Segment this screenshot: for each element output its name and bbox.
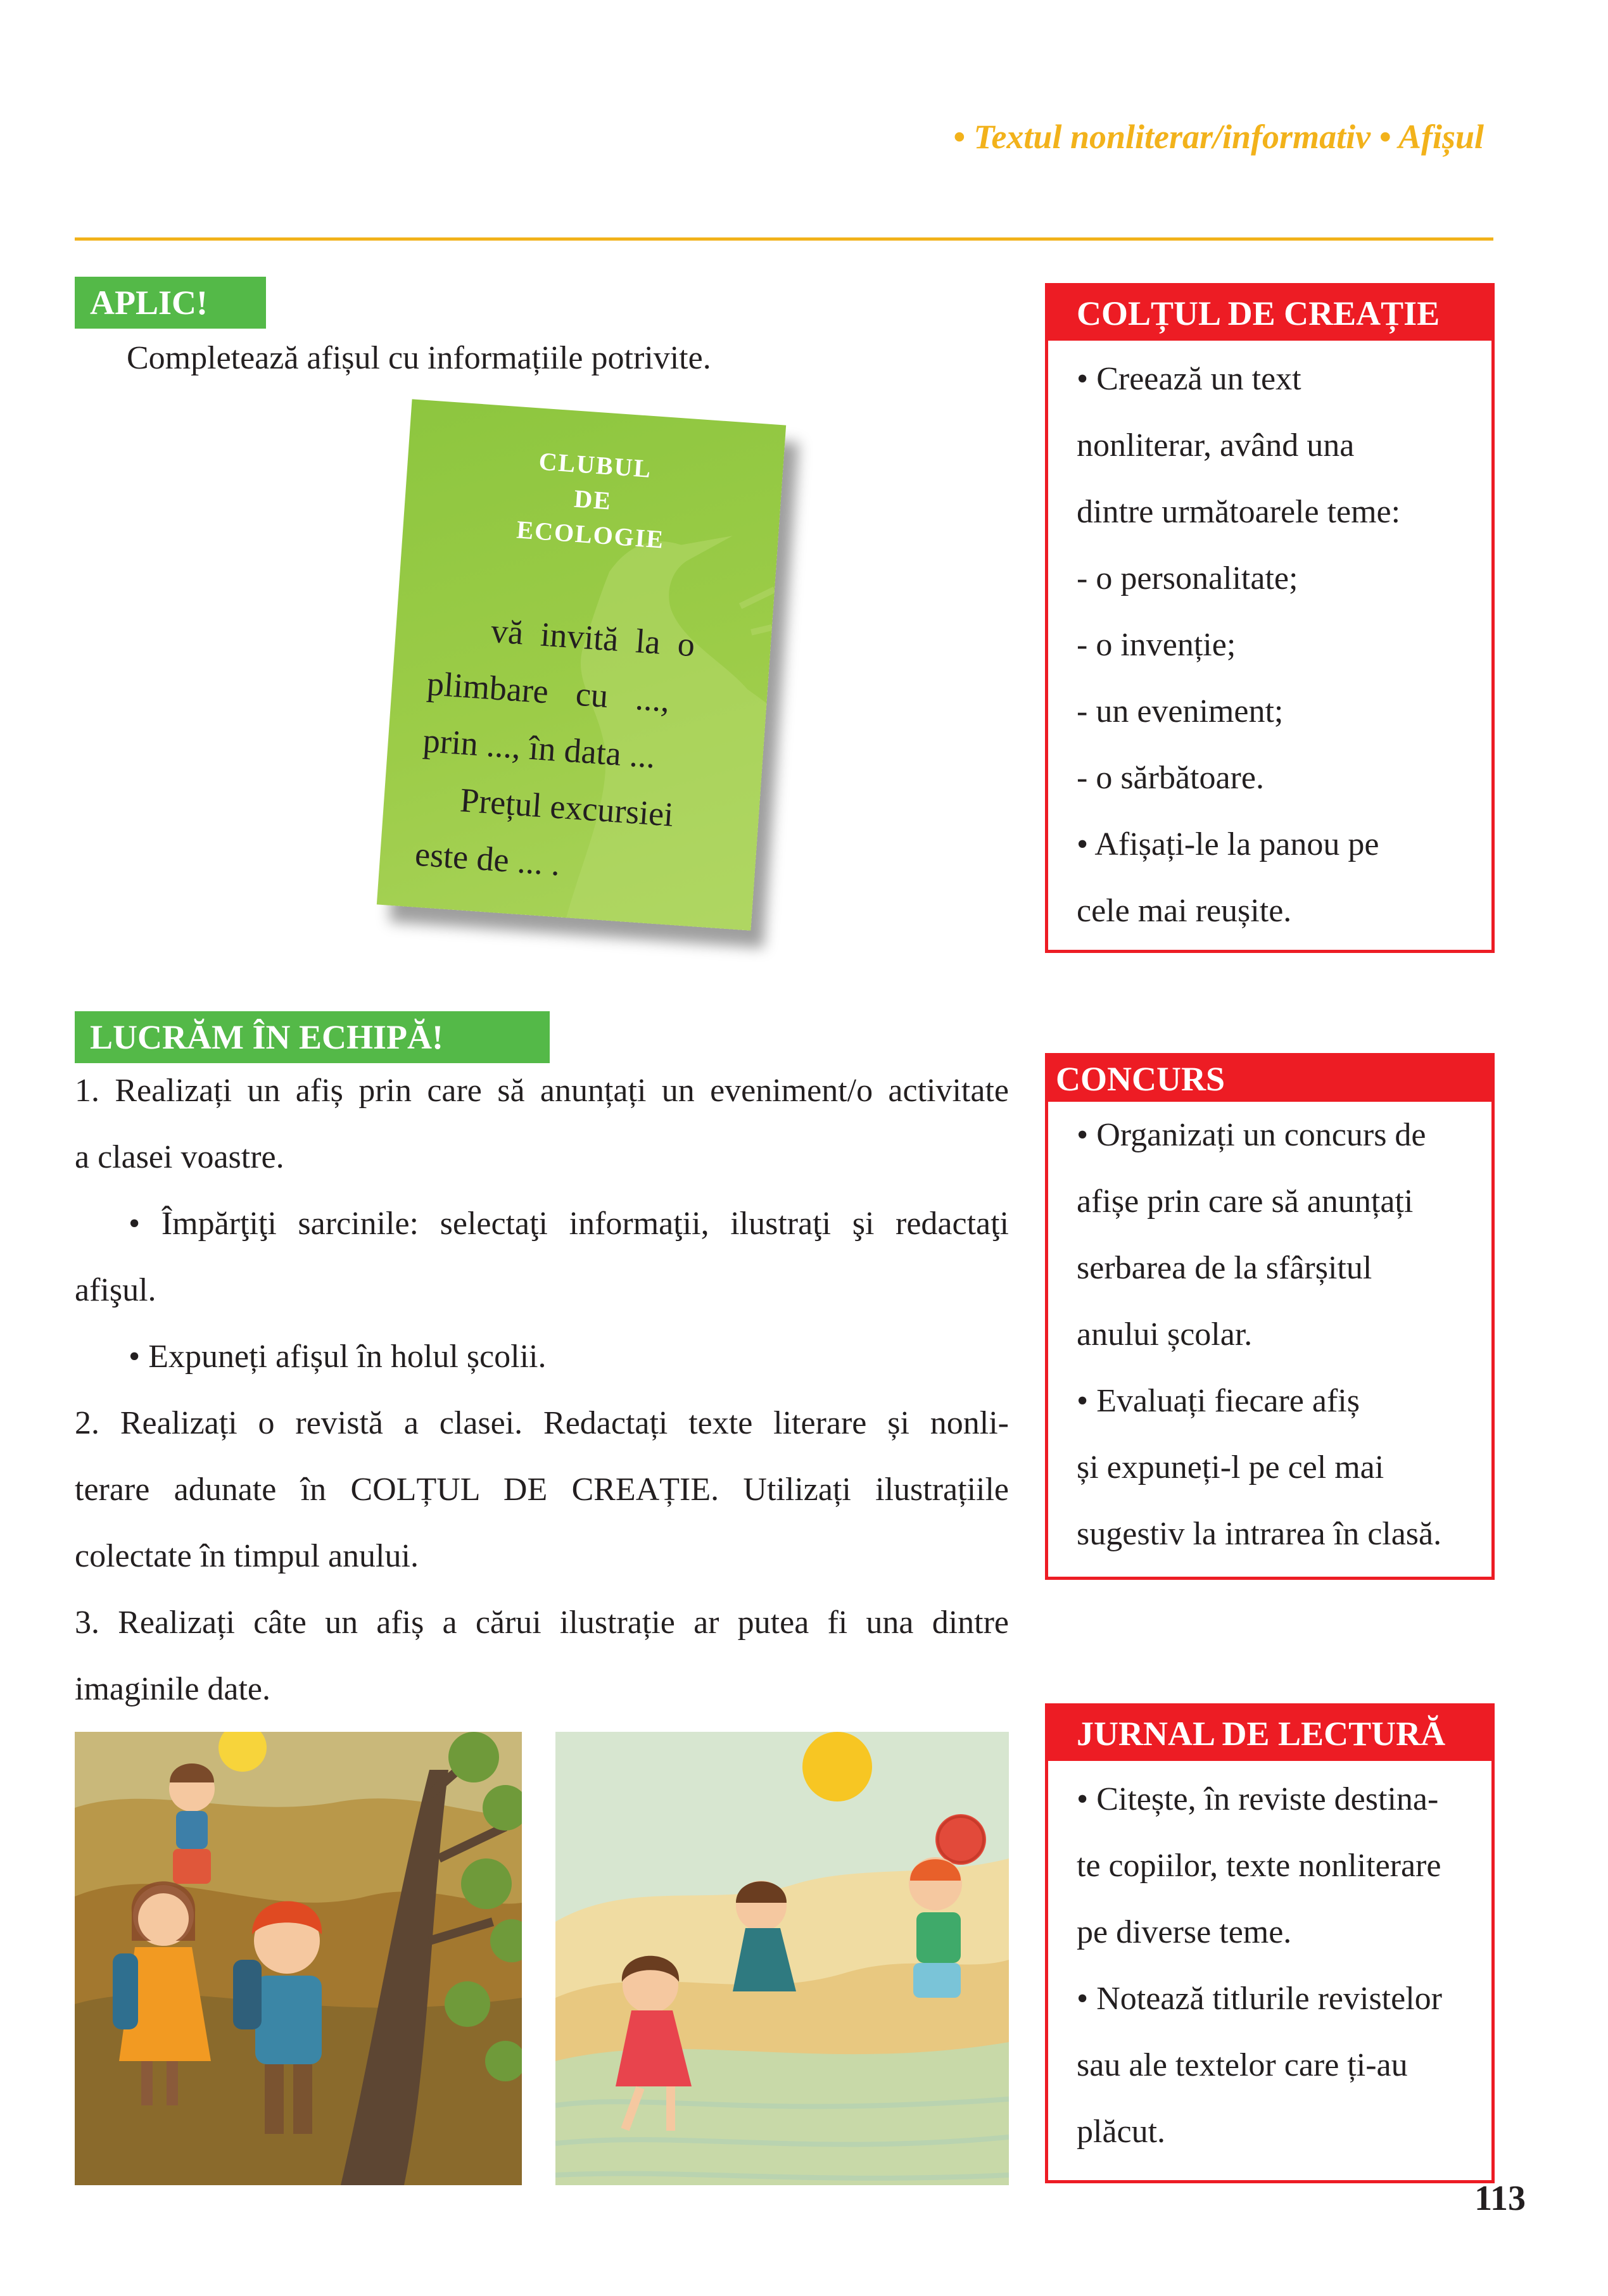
lucram-line-5: • Expuneți afișul în holul școlii. <box>129 1339 547 1375</box>
lucram-line-3: • Împărţiţi sarcinile: selectaţi informaţii, ilustraţi şi redactaţi <box>129 1206 1009 1242</box>
jurnal-line-5: sau ale textelor care ți-au <box>1077 2047 1408 2083</box>
running-head: • Textul nonliterar/informativ • Afișul <box>953 118 1484 156</box>
lucram-line-6: 2. Realizați o revistă a clasei. Redactați texte literare și nonli- <box>75 1405 1009 1441</box>
coltul-line-1: • Creează un text <box>1077 361 1301 397</box>
coltul-line-3: dintre următoarele teme: <box>1077 494 1401 530</box>
poster-line-5: este de ... . <box>414 835 562 883</box>
coltul-title: COLȚUL DE CREAȚIE <box>1048 286 1491 341</box>
concurs-line-4: anului școlar. <box>1077 1316 1253 1353</box>
concurs-box <box>1045 1053 1495 1580</box>
lucram-line-10: imaginile date. <box>75 1671 271 1707</box>
coltul-line-9: cele mai reușite. <box>1077 893 1292 929</box>
aplic-tag: APLIC! <box>75 277 266 329</box>
lucram-line-7: terare adunate în COLȚUL DE CREAȚIE. Utilizați ilustrațiile <box>75 1472 1009 1508</box>
lucram-line-8: colectate în timpul anului. <box>75 1538 419 1574</box>
coltul-line-2: nonliterar, având una <box>1077 427 1355 464</box>
lucram-line-1: 1. Realizați un afiș prin care să anunțați un eveniment/o activitate <box>75 1073 1009 1109</box>
poster-line-2: plimbare cu ..., <box>426 664 671 719</box>
jurnal-de-lectura-box <box>1045 1703 1495 2183</box>
coltul-line-8: • Afișați-le la panou pe <box>1077 826 1379 862</box>
lucram-text <box>75 1057 1009 1722</box>
concurs-title: CONCURS <box>1048 1056 1491 1102</box>
poster-line-1: vă invită la o <box>490 611 697 664</box>
jurnal-title: JURNAL DE LECTURĂ <box>1048 1706 1491 1761</box>
poster-title-1: CLUBUL <box>538 446 653 483</box>
poster-title-2: DE <box>573 484 613 515</box>
aplic-instruction: Completează afișul cu informațiile potrivite. <box>127 340 711 376</box>
jurnal-line-2: te copiilor, texte nonliterare <box>1077 1848 1441 1884</box>
poster-title-3: ECOLOGIE <box>516 515 666 554</box>
concurs-line-3: serbarea de la sfârșitul <box>1077 1250 1372 1286</box>
jurnal-line-1: • Citește, în reviste destina- <box>1077 1781 1439 1817</box>
coltul-line-4: - o personalitate; <box>1077 560 1298 596</box>
beach-children-illustration <box>555 1732 1009 2185</box>
jurnal-line-3: pe diverse teme. <box>1077 1914 1292 1950</box>
hiking-children-illustration <box>75 1732 522 2185</box>
lucram-line-9: 3. Realizați câte un afiș a cărui ilustrație ar putea fi una dintre <box>75 1605 1009 1641</box>
header-rule <box>75 237 1493 241</box>
concurs-line-6: și expuneți-l pe cel mai <box>1077 1449 1384 1485</box>
jurnal-line-4: • Notează titlurile revistelor <box>1077 1981 1442 2017</box>
poster-line-3: prin ..., în data ... <box>422 721 657 776</box>
coltul-line-5: - o invenție; <box>1077 627 1236 663</box>
poster-image <box>377 399 786 930</box>
lucram-line-2: a clasei voastre. <box>75 1139 284 1175</box>
coltul-line-7: - o sărbătoare. <box>1077 760 1264 796</box>
coltul-de-creatie-box <box>1045 283 1495 953</box>
poster-line-4: Prețul excursiei <box>459 781 675 834</box>
concurs-line-1: • Organizați un concurs de <box>1077 1117 1426 1153</box>
page-number: 113 <box>1474 2179 1526 2218</box>
concurs-line-2: afișe prin care să anunțați <box>1077 1183 1414 1220</box>
lucram-tag: LUCRĂM ÎN ECHIPĂ! <box>75 1011 550 1063</box>
lucram-line-4: afişul. <box>75 1272 156 1308</box>
jurnal-line-6: plăcut. <box>1077 2114 1166 2150</box>
concurs-line-5: • Evaluați fiecare afiș <box>1077 1383 1360 1419</box>
concurs-line-7: sugestiv la intrarea în clasă. <box>1077 1516 1442 1552</box>
coltul-line-6: - un eveniment; <box>1077 693 1284 729</box>
